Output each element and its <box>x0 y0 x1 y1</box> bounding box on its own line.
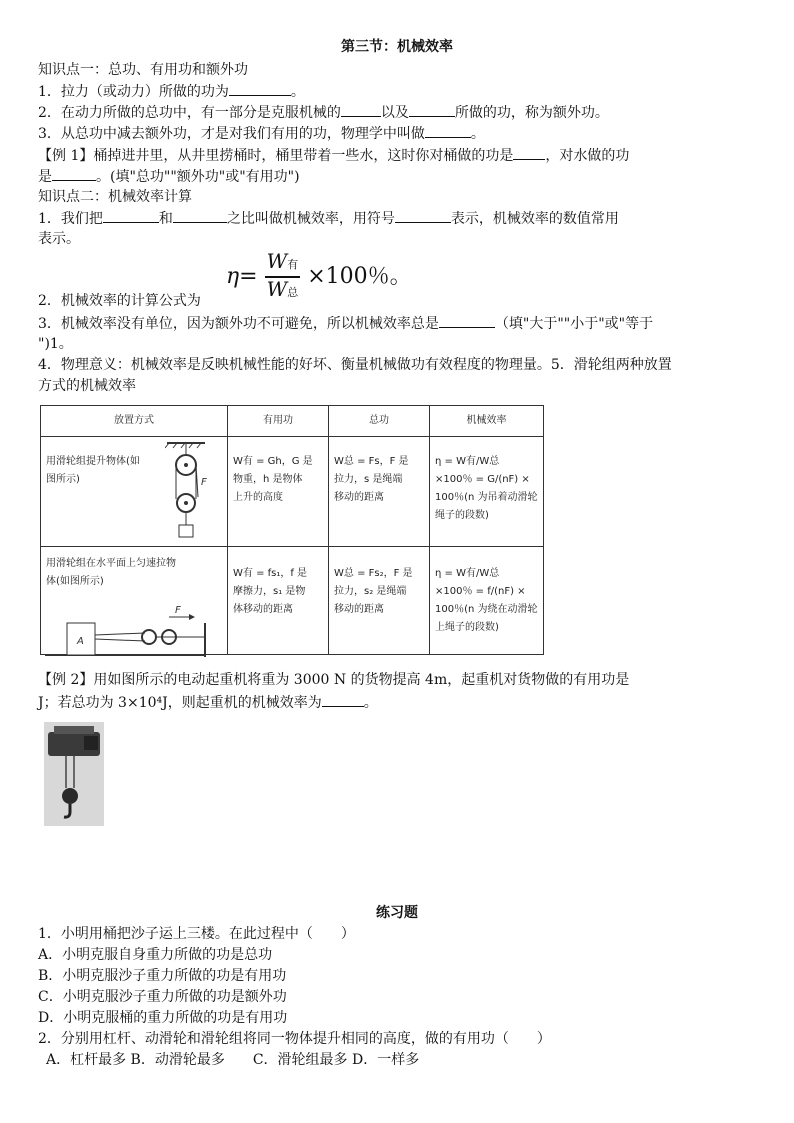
example-1-line-2 <box>38 166 300 187</box>
cell-line: W有 = Gh，G 是 <box>233 456 313 467</box>
kp2-q1-text-c: 之比叫做机械效率，用符号 <box>226 211 395 227</box>
kp1-q1-text-b: 。 <box>290 84 305 100</box>
practice-q2-options: A．杠杆最多 B．动滑轮最多 C．滑轮组最多 D．一样多 <box>46 1052 420 1068</box>
cell-line: W总 = Fs₂，F 是 <box>334 568 413 579</box>
method-line: 用滑轮组提升物体(如 <box>46 456 140 467</box>
cell-line: W总 = Fs，F 是 <box>334 456 409 467</box>
answer-blank <box>425 123 471 138</box>
table-header: 机械效率 <box>430 406 544 437</box>
total-work-cell <box>329 437 430 547</box>
crane-photo <box>44 722 104 826</box>
object-label: A <box>77 636 84 647</box>
page-title: 第三节：机械效率 <box>341 39 453 55</box>
answer-blank <box>395 208 451 223</box>
kp1-q3-text-b: 。 <box>470 126 485 142</box>
cell-line: 上升的高度 <box>233 492 283 503</box>
cell-line: 绳子的段数) <box>435 510 489 521</box>
table-header: 有用功 <box>228 406 329 437</box>
formula-tail: ×100％。 <box>307 264 412 289</box>
cell-line: η = W有/W总 ×100％ = G/(nF) × <box>435 456 530 485</box>
practice-q1-option-c: C．小明克服沙子重力所做的功是额外功 <box>38 989 287 1005</box>
practice-q1-option-a: A．小明克服自身重力所做的功是总功 <box>38 947 273 963</box>
efficiency-table <box>40 405 544 655</box>
cell-line: 移动的距离 <box>334 492 384 503</box>
kp2-q4-cont: 方式的机械效率 <box>38 378 136 394</box>
table-header: 放置方式 <box>41 406 228 437</box>
kp2-q1-text-d: 表示，机械效率的数值常用 <box>450 211 619 227</box>
formula-fraction <box>265 250 301 304</box>
kp1-q1 <box>38 81 305 102</box>
cell-line: 移动的距离 <box>334 604 384 615</box>
cell-line: 上绳子的段数) <box>435 622 499 633</box>
answer-blank <box>513 145 545 160</box>
kp2-q1-cont: 表示。 <box>38 231 80 247</box>
kp1-q1-text-a: 1．拉力（或动力）所做的功为 <box>38 84 229 100</box>
pulley-horizontal-figure <box>45 603 213 661</box>
formula-eta: η= <box>226 264 258 289</box>
practice-q1-option-d: D．小明克服桶的重力所做的功是有用功 <box>38 1010 288 1026</box>
cell-line: 体移动的距离 <box>233 604 293 615</box>
practice-q1-option-b: B．小明克服沙子重力所做的功是有用功 <box>38 968 287 984</box>
cell-line: 100％(n 为吊着动滑轮 <box>435 492 538 503</box>
method-cell <box>41 437 228 547</box>
cell-line: 拉力，s₂ 是绳端 <box>334 586 407 597</box>
answer-blank <box>52 166 96 181</box>
kp2-q1 <box>38 208 619 229</box>
useful-work-cell <box>228 437 329 547</box>
force-label: F <box>201 477 207 488</box>
example-1-line-1 <box>38 145 629 166</box>
kp1-heading: 知识点一：总功、有用功和额外功 <box>38 62 248 78</box>
answer-blank <box>439 313 495 328</box>
example-2-text-c: 。 <box>363 695 378 711</box>
pulley-lift-figure <box>165 439 215 543</box>
cell-line: 100％(n 为绕在动滑轮 <box>435 604 538 615</box>
table-header: 总功 <box>329 406 430 437</box>
formula-numerator: W有 <box>265 250 301 278</box>
table-row <box>41 547 544 655</box>
kp1-q2 <box>38 102 609 123</box>
method-line: 用滑轮组在水平面上匀速拉物 <box>46 558 176 569</box>
total-work-cell <box>329 547 430 655</box>
cell-line: 物重，h 是物体 <box>233 474 303 485</box>
efficiency-cell <box>430 437 544 547</box>
kp2-q1-text-b: 和 <box>158 211 173 227</box>
kp1-q3 <box>38 123 485 144</box>
answer-blank <box>322 692 364 707</box>
example-1-text-c: 是 <box>38 169 52 185</box>
answer-blank <box>103 208 159 223</box>
method-cell <box>41 547 228 655</box>
example-2-line-2 <box>38 692 378 713</box>
useful-work-cell <box>228 547 329 655</box>
efficiency-formula <box>226 250 412 304</box>
answer-blank <box>409 102 455 117</box>
kp1-q2-text-a: 2．在动力所做的总功中，有一部分是克服机械的 <box>38 105 341 121</box>
kp2-q3-text-a: 3．机械效率没有单位，因为额外功不可避免，所以机械效率总是 <box>38 316 439 332</box>
method-line: 体(如图所示) <box>46 576 104 587</box>
practice-title: 练习题 <box>376 905 418 921</box>
example-1-text-a: 【例 1】桶掉进井里，从井里捞桶时，桶里带着一些水，这时你对桶做的功是 <box>38 148 514 164</box>
kp1-q2-text-b: 以及 <box>380 105 409 121</box>
method-line: 图所示) <box>46 474 80 485</box>
formula-denominator: W总 <box>266 277 299 301</box>
answer-blank <box>173 208 227 223</box>
answer-blank <box>229 81 291 96</box>
cell-line: W有 = fs₁，f 是 <box>233 568 308 579</box>
kp2-heading: 知识点二：机械效率计算 <box>38 189 192 205</box>
example-2-text-b: J；若总功为 3×10⁴J，则起重机的机械效率为 <box>38 695 322 711</box>
kp2-q1-text-a: 1．我们把 <box>38 211 103 227</box>
practice-q2: 2．分别用杠杆、动滑轮和滑轮组将同一物体提升相同的高度，做的有用功（ ） <box>38 1031 551 1047</box>
kp1-q2-text-c: 所做的功，称为额外功。 <box>454 105 609 121</box>
efficiency-cell <box>430 547 544 655</box>
kp2-q2: 2．机械效率的计算公式为 <box>38 293 201 309</box>
kp1-q3-text-a: 3．从总功中减去额外功，才是对我们有用的功，物理学中叫做 <box>38 126 425 142</box>
answer-blank <box>341 102 381 117</box>
cell-line: 拉力，s 是绳端 <box>334 474 403 485</box>
example-1-text-b: ，对水做的功 <box>545 148 630 164</box>
kp2-q3-cont: ")1。 <box>38 336 73 352</box>
example-1-text-d: 。(填"总功""额外功"或"有用功") <box>96 169 300 185</box>
table-row <box>41 437 544 547</box>
kp2-q3-text-b: （填"大于""小于"或"等于 <box>494 316 654 332</box>
cell-line: η = W有/W总 ×100％ = f/(nF) × <box>435 568 526 597</box>
kp2-q3 <box>38 313 653 334</box>
crane-illustration <box>44 722 104 826</box>
kp2-q4: 4．物理意义：机械效率是反映机械性能的好坏、衡量机械做功有效程度的物理量。5．滑轮组两种放置 <box>38 357 672 373</box>
cell-line: 摩擦力，s₁ 是物 <box>233 586 306 597</box>
practice-q1: 1．小明用桶把沙子运上三楼。在此过程中（ ） <box>38 926 355 942</box>
example-2-line-1: 【例 2】用如图所示的电动起重机将重为 3000 N 的货物提高 4m，起重机对货物做的有用功是 <box>38 672 630 688</box>
force-label: F <box>175 605 181 616</box>
table-header-row <box>41 406 544 437</box>
